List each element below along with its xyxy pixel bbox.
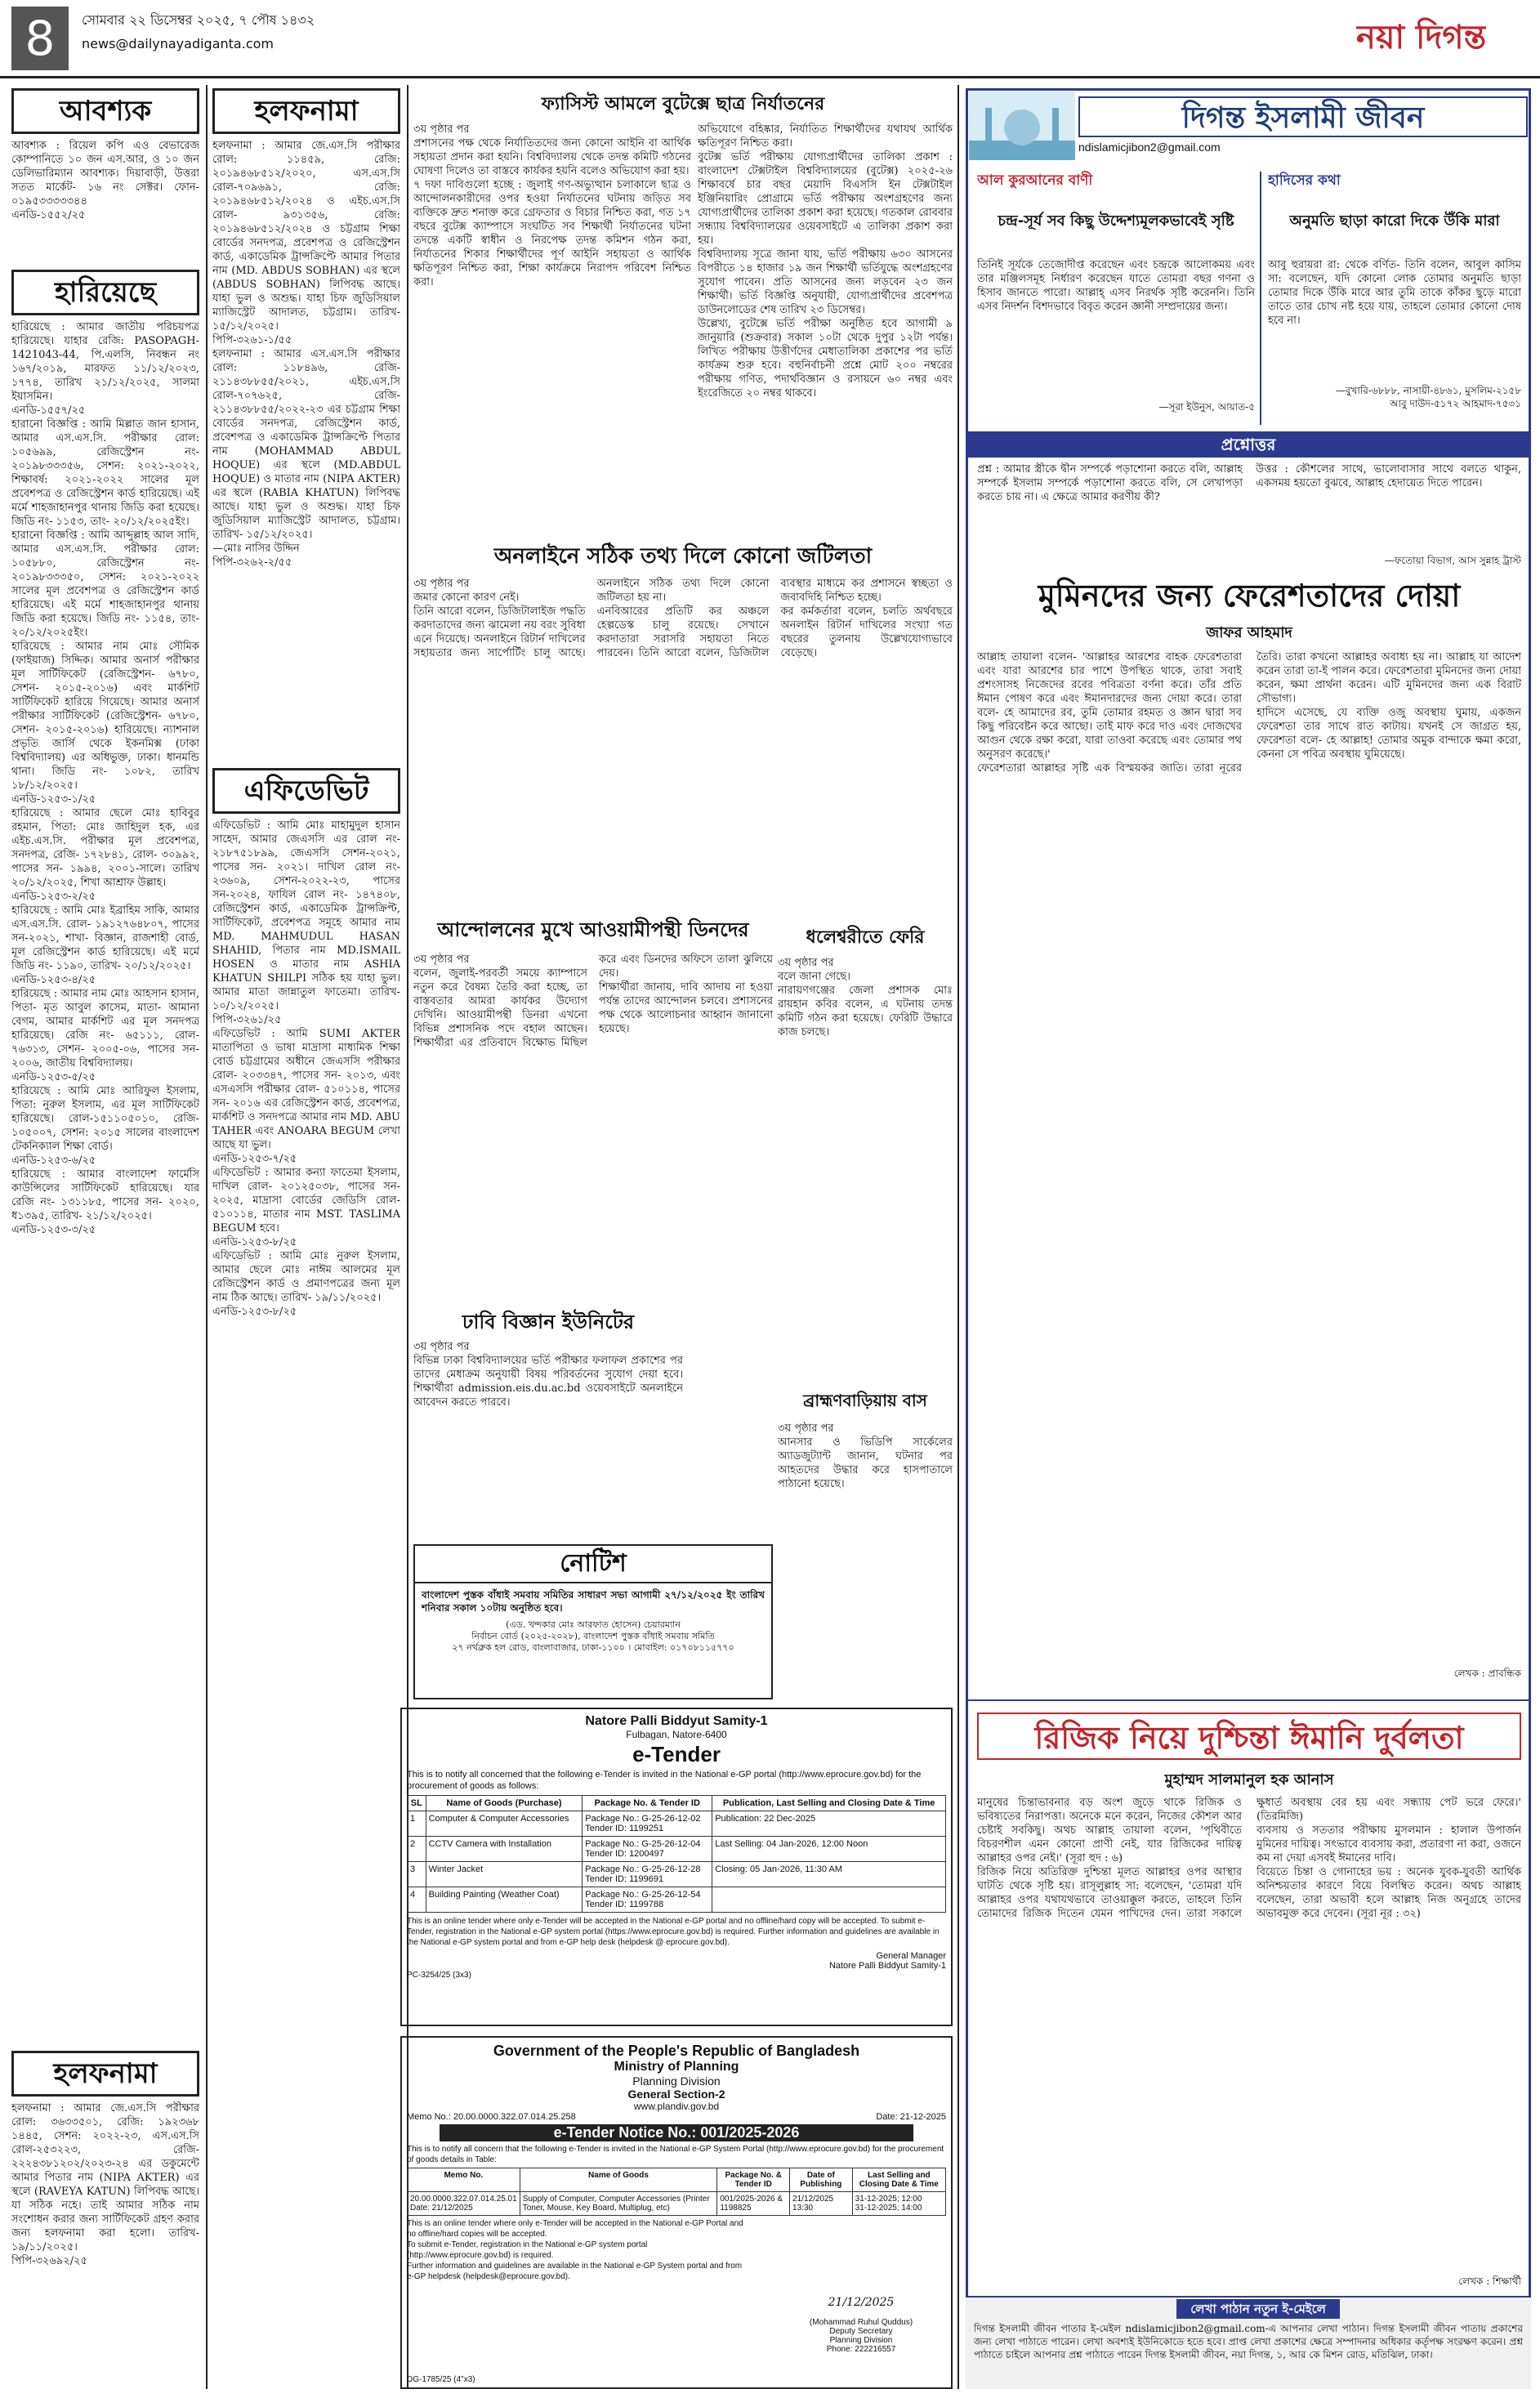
memo-number: Memo No.: 20.00.0000.322.07.014.25.258 (407, 2112, 576, 2122)
rizq-article-text: মানুষের চিন্তাভাবনার বড় অংশ জুড়ে থাকে রিজিক ও ভবিষ্যতের নিরাপত্তা। অনেকে মনে করেন, নিজের কৌশল আর চেষ্টাই সবকিছু। অথচ আল্লাহ তায়ালা বলেন, 'পৃথিবীতে বিচরণশীল এমন কোনো প্রাণী নেই, যার রিজিকের দায়িত্ব আল্লাহর ওপর নেই।' (সূরা হুদ : ৬) রিজিক নিয়ে অতিরিক্ত দুশ্চিন্তা মূলত আল্লাহর ওপর আস্থার ঘাটতি থেকে সৃষ্টি হয়। রাসূলুল্লাহ সা: বলেছেন, 'তোমরা যদি আল্লাহর ওপর যথাযথভাবে তাওয়াক্কুল করতে, তাহলে তিনি তোমাদের রিজিক দিতেন যেমন পাখিদের দেন। তারা সকালে ক্ষুধার্ত অবস্থায় বের হয় এবং সন্ধ্যায় পেট ভরে ফেরে।' (তিরমিজি) ব্যবসায় ও সততার পরীক্ষায় মুসলমান : হালাল উপার্জন মুমিনের দায়িত্ব। সৎভাবে ব্যবসায় করা, প্রতারণা না করা, ওজনে কম না দেয়া এসবই ঈমানের দাবি। বিয়েতে চিন্তা ও গোনাহের ভয় : অনেক যুবক-যুবতী আর্থিক অনিশ্চয়তার কারণে বিয়ে বিলম্বিত করেন। অথচ আল্লাহ বলেছেন, তারা অভাবী হলে আল্লাহ নিজ অনুগ্রহে তাদের অভাবমুক্ত করে দেবেন। (সূরা নূর : ৩২) (977, 1797, 1521, 1920)
division-name: Planning Division (632, 2074, 721, 2088)
qa-text: প্রশ্ন : আমার স্ত্রীকে দ্বীন সম্পর্কে পড়াশোনা করতে বলি, আল্লাহ সম্পর্কে ইসলাম সম্পর্কে পড়াশোনা করতে বলি, সে লেখাপড়া করতে চায় না। এ ক্ষেত্রে আমার করণীয় কী? উত্তর : কৌশলের সাথে, ভালোবাসার সাথে বলতে থাকুন, একসময় হয়তো বুঝবে, আল্লাহ হেদায়েত দিতে পারেন। (977, 463, 1521, 503)
section-name: General Section-2 (627, 2088, 725, 2101)
etender-notice-ref: DG-1785/25 (4"x3) (407, 2375, 475, 2384)
table-row (408, 2192, 946, 2216)
table-row (408, 1811, 946, 1837)
ministry-url[interactable]: www.plandiv.gov.bd (633, 2101, 720, 2112)
notice-heading: নোটিশ (415, 1546, 771, 1583)
article-butex-headline: ফ্যাসিস্ট আমলে বুটেক্সে ছাত্র নির্যাতনের (541, 94, 825, 114)
mosque-icon (969, 92, 1075, 160)
angels-article-text: আল্লাহ তায়ালা বলেন- 'আল্লাহর আরশের বাহক ফেরেশতারা এবং যারা আরশের চার পাশে উপস্থিত থাকে, তারা সবাই প্রশংসাসহ নিজেদের রবের পবিত্রতা বর্ণনা করে। তাঁর প্রতি ঈমান পোষণ করে এবং ঈমানদারদের জন্য দোয়া করে। তারা বলে- হে আমাদের রব, তুমি তোমার রহমত ও জ্ঞান দ্বারা সব কিছু পরিবেষ্টন করে আছো। তাই মাফ করে দাও এবং দোজখের আগুন থেকে রক্ষা করো, যারা তাওবা করেছে এবং তোমার পথ অনুসরণ করেছে।' ফেরেশতারা আল্লাহর সৃষ্টি এক বিস্ময়কর জাতি। তারা নূরের তৈরি। তারা কখনো আল্লাহর অবাধ্য হয় না। আল্লাহ যা আদেশ করেন তারা তা-ই পালন করে। ফেরেশতারা মুমিনদের জন্য দোয়া করেন, ক্ষমা প্রার্থনা করেন। এটি মুমিনদের জন্য এক বিরাট সৌভাগ্য। হাদিসে এসেছে, যে ব্যক্তি ওজু অবস্থায় ঘুমায়, একজন ফেরেশতা তার সাথে রাত কাটায়। যখনই সে জাগ্রত হয়, ফেরেশতা বলে- হে আল্লাহ! তোমার অমুক বান্দাকে ক্ষমা করো, কেননা সে পবিত্র অবস্থায় ঘুমিয়েছে। (977, 651, 1521, 775)
article-dean-text: ৩য় পৃষ্ঠার পর বলেন, জুলাই-পরবর্তী সময়ে ক্যাম্পাসে নতুন করে বৈষম্য তৈরি করা হচ্ছে, তা বাস্তবতার আমরা কার্যকর উদ্যোগ দেখিনি। আওয়ামীপন্থী ডিনরা এখনো বিভিন্ন প্রশাসনিক পদে বহাল আছেন। শিক্ষার্থীরা এর প্রতিবাদে বিক্ষোভ মিছিল করে এবং ডিনদের অফিসে তালা ঝুলিয়ে দেয়। শিক্ষার্থীরা জানায়, দাবি আদায় না হওয়া পর্যন্ত তাদের আন্দোলন চলবে। প্রশাসনের পক্ষ থেকে আলোচনার আহ্বান জানানো হয়েছে। (413, 953, 773, 1049)
halafnama-heading: হলফনামা (212, 88, 400, 134)
column-divider (1260, 172, 1261, 425)
table-header-cell: Date of Publishing (790, 2168, 853, 2192)
notice-signature: (এড. খন্দকার মোঃ আরফাত হোসেন) চেয়ারম্যান নির্বাচন বোর্ড (২০২৫-২০২৮), বাংলাদেশ পুস্তক বাঁধাই সমবায় সমিতি ২৭ নর্থব্রুক হল রোড, বাংলাবাজার, ঢাকা-১১০০ । মোবাইল: ০১৭০৮১১৫৭৭০ (452, 1619, 734, 1653)
table-cell (712, 1887, 946, 1913)
hariyeche-heading: হারিয়েছে (11, 270, 199, 315)
angels-article-headline: মুমিনদের জন্য ফেরেশতাদের দোয়া (1038, 578, 1461, 614)
table-cell: Computer & Computer Accessories (426, 1811, 583, 1837)
section-rule (966, 1699, 1531, 1701)
table-row (408, 1862, 946, 1887)
signature-date: 21/12/2025 (828, 2296, 895, 2309)
article-ferry-text: ৩য় পৃষ্ঠার পর বলে জানা গেছে। নারায়ণগঞ্জের জেলা প্রশাসক মোঃ রায়হান কবির বলেন, এ ঘটনায় তদন্ত কমিটি গঠন করা হয়েছে। ফেরিটি উদ্ধারে কাজ চলছে। (778, 957, 953, 1038)
email-line: news@dailynayadiganta.com (82, 36, 274, 51)
table-cell: Last Selling: 04 Jan-2026, 12:00 Noon (712, 1837, 946, 1862)
table-cell: Winter Jacket (426, 1862, 583, 1887)
rizq-article-author: মুহাম্মদ সালমানুল হক আনাস (1164, 1771, 1334, 1788)
page-number: 8 (11, 7, 69, 70)
submission-text: দিগন্ত ইসলামী জীবন পাতার ই-মেইল ndislamicjibon2@gmail.com-এ আপনার লেখা পাঠান। দিগন্ত ইসলামী জীবন পাতায় প্রকাশের জন্য লেখা পাঠাতে পারেন। লেখা অবশ্যই ইউনিকোডে হতে হবে। প্রাপ্ত লেখা প্রকাশের ক্ষেত্রে সম্পাদনার অধিকার কর্তৃপক্ষ সংরক্ষণ করেন। প্রশ্ন পাঠাতে চাইলে আপনার প্রশ্ন পাঠাতে পারেন দিগন্ত ইসলামী জীবন, নয়া দিগন্ত, ১, আর কে মিশন রোড, মতিঝিল, ঢাকা। (974, 2323, 1523, 2360)
table-cell: 2 (408, 1837, 426, 1862)
article-online-text: ৩য় পৃষ্ঠার পর জমার কোনো কারণ নেই। তিনি আরো বলেন, ডিজিটালাইজ পদ্ধতি করদাতাদের জন্য ঝামেলা নয় বরং সুবিধা এনে দিয়েছে। অনলাইনে রিটার্ন দাখিলের সহায়তার জন্য সার্পোর্টিং চালু আছে। অনলাইনে সঠিক তথ্য দিলে কোনো জটিলতা হয় না। এনবিআরের প্রতিটি কর অঞ্চলে হেল্পডেস্ক চালু রয়েছে। সেখানে করদাতারা সরাসরি সহায়তা নিতে পারবেন। তিনি আরো বলেন, ডিজিটাল ব্যবস্থার মাধ্যমে কর প্রশাসনে স্বচ্ছতা ও জবাবদিহি নিশ্চিত হচ্ছে। কর কর্মকর্তারা বলেন, চলতি অর্থবছরে অনলাইন রিটার্ন দাখিলের সংখ্যা গত বছরের তুলনায় উল্লেখযোগ্যভাবে বেড়েছে। (413, 578, 953, 659)
table-cell: 001/2025-2026 & 1198825 (717, 2192, 790, 2216)
ministry-name: Ministry of Planning (614, 2060, 739, 2074)
article-ferry-headline: ধলেশ্বরীতে ফেরি (806, 927, 925, 948)
etender-footer: This is an online tender where only e-Tender will be accepted in the National e-GP portal and no offline/hard copy will be accepted. To submit e-Tender, registration in the National e-GP system portal (https://www.eprocure.gov.bd) is required. Further information and guidelines are available in the National e-GP system portal and from e-GP help desk (helpdesk @ eprocure.gov.bd). (407, 1917, 940, 1947)
table-header-cell: Name of Goods (Purchase) (426, 1796, 583, 1811)
table-header-cell: Last Selling and Closing Date & Time (852, 2168, 945, 2192)
article-dean-headline: আন্দোলনের মুখে আওয়ামীপন্থী ডিনদের (437, 918, 749, 941)
table-row (408, 1887, 946, 1913)
rizq-article-reference: লেখক : শিক্ষার্থী (1458, 2275, 1521, 2287)
etender-address: Fulbagan, Natore-6400 (626, 1729, 727, 1740)
hadith-headline: অনুমতি ছাড়া কারো দিকে উঁকি মারা (1289, 212, 1500, 230)
article-butex-continued: অভিযোগে বহিষ্কার, নির্যাতিত শিক্ষার্থীদের যথাযথ আর্থিক ক্ষতিপূরণ নিশ্চিত করা। বুটেক্স ভর্তি পরীক্ষায় যোগ্যপ্রার্থীদের তালিকা প্রকাশ : বাংলাদেশ টেক্সটাইল বিশ্ববিদ্যালয়ের (বুটেক্স) ২০২৫-২৬ শিক্ষাবর্ষে চার বছর মেয়াদি বিএসসি ইন টেক্সটাইল ইঞ্জিনিয়ারিং প্রোগ্রামে ভর্তি পরীক্ষায় অংশগ্রহণের জন্য যোগ্যপ্রার্থীদের তালিকা প্রকাশ করা হয়েছে। গতকাল রোববার সন্ধ্যায় বিশ্ববিদ্যালয়ের ওয়েবসাইটে এ তালিকা প্রকাশ করা হয়। বিশ্ববিদ্যালয় সূত্রে জানা যায়, ভর্তি পরীক্ষায় ৬৩০ আসনের বিপরীতে ১৪ হাজার ১৯ জন শিক্ষার্থী ভর্তিযুদ্ধে অংশগ্রহণের সুযোগ পাবেন। প্রতি আসনের জন্য লড়বেন ২৩ জন শিক্ষার্থী। ভর্তি বিজ্ঞপ্তি অনুযায়ী, যোগ্যপ্রার্থীদের প্রবেশপত্র ডাউনলোডের শেষ তারিখ ২৩ ডিসেম্বর। উল্লেখ্য, বুটেক্সে ভর্তি পরীক্ষা অনুষ্ঠিত হবে আগামী ৯ জানুয়ারি (শুক্রবার) সকাল ১০টা থেকে দুপুর ১২টা পর্যন্ত। লিখিত পরীক্ষায় উত্তীর্ণদের মেধাতালিকা প্রকাশের পর ভর্তি কার্যক্রম শুরু হবে। বহুনির্বাচনী প্রশ্নে মোট ২০০ নম্বরের পরীক্ষায় গণিত, পদার্থবিজ্ঞান ও রসায়নে ৬০ নম্বর এবং ইংরেজিতে ২০ নম্বর থাকবে। (698, 123, 953, 400)
table-cell: Closing: 05 Jan-2026, 11:30 AM (712, 1862, 946, 1887)
angels-article-reference: লেখক : প্রাবন্ধিক (1453, 1668, 1521, 1679)
table-cell: 20.00.0000.322.07.014.25.01 Date: 21/12/2025 (408, 2192, 520, 2216)
qa-reference: —ফতোয়া বিভাগ, আস সুন্নাহ ট্রাস্ট (1384, 555, 1521, 566)
table-cell: Building Painting (Weather Coat) (426, 1887, 583, 1913)
table-cell: 3 (408, 1862, 426, 1887)
table-cell: 31-12-2025; 12:00 31-12-2025; 14:00 (852, 2192, 945, 2216)
newspaper-logo: নয়া দিগন্ত (1356, 19, 1487, 56)
aboshyok-heading: আবশ্যক (11, 88, 199, 134)
column-divider (206, 85, 208, 2389)
article-online-headline: অনলাইনে সঠিক তথ্য দিলে কোনো জটিলতা (493, 544, 873, 569)
etender-signature: General Manager Natore Palli Biddyut Samity-1 (828, 1951, 946, 1971)
angels-article-author: জাফর আহমাদ (1206, 624, 1292, 641)
submission-heading: লেখা পাঠান নতুন ই-মেইলে (1176, 2299, 1340, 2319)
etender-intro: This is to notify all concerned that the following e-Tender is invited in the National e-GP portal (http://www.eprocure.gov.bd) for the procurement of goods as follows: (407, 1770, 922, 1791)
notice-text: বাংলাদেশ পুস্তক বাঁধাই সমবায় সমিতির সাধারণ সভা আগামী ২৭/১২/২০২৫ ইং তারিখ শনিবার সকাল ১০টায় অনুষ্ঠিত হবে। (422, 1589, 765, 1614)
etender-notice-footer: This is an online tender where only e-Tender will be accepted in the National e-GP Portal and no offline/hard copies will be accepted. To submit e-Tender, registration in the National e-GP system portal (http://www.eprocure.gov.bd) is required. Further information and guidelines are available in the National e-GP System portal and from e-GP helpdesk (helpdesk@eprocure.gov.bd). (407, 2219, 743, 2281)
table-cell: 1 (408, 1811, 426, 1837)
govt-name: Government of the People's Republic of Bangladesh (493, 2043, 860, 2059)
affidavit-heading: এফিডেভিট (212, 768, 400, 814)
column-divider (957, 85, 959, 2389)
date-line: সোমবার ২২ ডিসেম্বর ২০২৫, ৭ পৌষ ১৪৩২ (82, 12, 315, 28)
table-cell: Package No.: G-25-26-12-04 Tender ID: 1200497 (583, 1837, 712, 1862)
hariyeche-text: হারিয়েছে : আমার জাতীয় পরিচয়পত্র হারিয়েছে। যাহার রেজি: PASOPAGH-1421043-44, পি.এলসি, নিবন্ধন নং ১৬৭/২০১৯, মারফত ১১/১২/২০২৩, ১৭৭৪, তারিখ ২১/১২/২০২৫, সালমা ইয়াসমিন। এনডি-১৫৫৭/২৫ হারানো বিজ্ঞপ্তি : আমি মিল্লাত জান হাসান, আমার এস.এস.সি. পরীক্ষার রোল: ১০৫৬৯৯, রেজিস্ট্রেশন নং- ২০১৯৮৩৩৩৫৬, সেশন: ২০২১-২০২২, শিক্ষাবর্ষ: ২০২১-২০২২ সালের মূল প্রবেশপত্র ও রেজিস্ট্রেশন কার্ড হারিয়েছে। এই মর্মে শাহজাহানপুর থানায় জিডি করা হয়েছে। জিডি নং- ১১৫৩, তাং- ২০/১২/২০২৫ইং। হারানো বিজ্ঞপ্তি : আমি আব্দুল্লাহ আল সাদি, আমার এস.এস.সি. পরীক্ষার রোল: ১০৫৮৮০, রেজিস্ট্রেশন নং- ২০১৯৮৩৩৩৫০, সেশন: ২০২১-২০২২ সালের মূল প্রবেশপত্র ও রেজিস্ট্রেশন কার্ড হারিয়েছে। এই মর্মে শাহজাহানপুর থানায় জিডি করা হয়েছে। জিডি নং- ১১৫৪, তাং- ২০/১২/২০২৫ইং। হারিয়েছে : আমার নাম মোঃ সৌমিক (ফাইয়াজ) সিদ্দিক। আমার অনার্স পরীক্ষার মূল সার্টিফিকেট (রেজিস্ট্রেশন- ৬৭৮০, সেশন- ২০১৫-২০১৬) এবং মার্কশিট সার্টিফিকেট হারিয়ে গিয়েছে। আমার অনার্স পরীক্ষার সার্টিফিকেট (রেজিস্ট্রেশন- ৬৭৮০, সেশন- ২০১৫-২০১৬) হারিয়েছে। ন্যাশনাল প্রভৃতি জার্সি থেকে ইকনমিক্স (ঢাকা বিশ্ববিদ্যালয়) এর অধিভুক্ত, ঢাকা। ধানমন্ডি থানা। জিডি নং- ১০৮২, তারিখ ১৮/১২/২০২৫। এনডি-১২৫৩-১/২৫ হারিয়েছে : আমার ছেলে মোঃ হাবিবুর রহমান, পিতা: মোঃ জাহিদুল হক, এর এইচ.এস.সি. পরীক্ষার মূল প্রবেশপত্র, সনদপত্র, রেজি- ১৭২৮৪১, রোল- ৩০৯৯২, পাসের সন- ১৯৯৪, ২০০১-সালে। তারিখ ২০/১২/২০২৫, শিখা আশ্রাফ উল্লাহ। এনডি-১২৫৩-২/২৫ হারিয়েছে : আমি মোঃ ইব্রাহিম সাকি, আমার এস.এস.সি. রোল- ১৯১২৭৬৪৮০৭, পাসের সন-২০২১, শাখা- বিজ্ঞান, রাজশাহী বোর্ড, মূল রেজিস্ট্রেশন কার্ড হারিয়েছে। এই মর্মে জিডি নং- ১১৯০, তারিখ- ২০/১২/২০২৫। এনডি-১২৫৩-৪/২৫ হারিয়েছে : আমার নাম মোঃ আহসান হাসান, পিতা- মৃত আবুল কাসেম, মাতা- আমানা বেগম, আমার মার্কশিট এর মূল সনদপত্র হারিয়েছে। রেজি নং- ৬৫১১১, রোল- ৭৬৩১৩, সেশন- ২০০৫-০৬, পাসের সন- ২০০৬, জাতীয় বিশ্ববিদ্যালয়। এনডি-১২৫৩-৫/২৫ হারিয়েছে : আমি মোঃ আরিফুল ইসলাম, পিতা: নুরুল ইসলাম, এর মূল সার্টিফিকেট হারিয়েছে। রোল-১৫১১০৫০১০, রেজি- ১০৫০০৭, সেশন: ২০১৫ সালের বাংলাদেশ টেকনিক্যাল শিক্ষা বোর্ড। এনডি-১২৫৩-৬/২৫ হারিয়েছে : আমার বাংলাদেশ ফার্মেসি কাউন্সিলের সার্টিফিকেট হারিয়েছে। যার রেজি নং- ১৩১১৮৫, পাসের সন- ২০২০, ধ১৩৯৫, তারিখ- ২১/১২/২০২৫। এনডি-১২৫৩-৩/২৫ (11, 321, 199, 1236)
islamic-life-email: ndislamicjibon2@gmail.com (1078, 141, 1221, 154)
table-header-cell: Name of Goods (520, 2168, 717, 2192)
table-header-cell: Package No. & Tender ID (717, 2168, 790, 2192)
table-header-cell: Publication, Last Selling and Closing Date & Time (712, 1796, 946, 1811)
qa-heading: প্রশ্নোত্তর (966, 431, 1531, 458)
table-cell: Package No.: G-25-26-12-54 Tender ID: 1199788 (583, 1887, 712, 1913)
quran-heading: আল কুরআনের বাণী (977, 172, 1093, 189)
etender-notice-table (407, 2168, 946, 2216)
table-cell: Package No.: G-25-26-12-28 Tender ID: 1199691 (583, 1862, 712, 1887)
quran-text: তিনিই সূর্যকে তেজোদীপ্ত করেছেন এবং চন্দ্রকে আলোকময় এবং তার মঞ্জিলসমূহ নির্ধারণ করেছেন যাতে তোমরা বছর গণনা ও হিসাব জানতে পারো। আল্লাহ্ এসব নিরর্থক সৃষ্টি করেননি। তিনি এসব নিদর্শন বিশদভাবে বিবৃত করেন জ্ঞানী সম্প্রদায়ের জন্য। (977, 259, 1255, 313)
islamic-life-title: দিগন্ত ইসলামী জীবন (1078, 96, 1528, 137)
hadith-text: আবু হুরায়রা রা: থেকে বর্ণিত- তিনি বলেন, আবুল কাসিম সা: বলেছেন, যদি কোনো লোক তোমার অনুমতি ছাড়া তোমার দিকে উঁকি মারে আর তুমি তাকে কাঁকর ছুড়ে মারো তাতে তার চোখ নষ্ট হয়ে যায়, তাহলে তোমার কোনো দোষ হবে না। (1268, 259, 1521, 327)
table-header-cell: SL (408, 1796, 426, 1811)
etender-notice-title: e-Tender Notice No.: 001/2025-2026 (440, 2124, 913, 2141)
etender-natore (400, 1708, 953, 2026)
article-bus-text: ৩য় পৃষ্ঠার পর আনসার ও ভিডিপি সার্কেলের অ্যাডজুট্যান্ট জানান, ঘটনার পর আহতদের উদ্ধার করে হাসপাতালে পাঠানো হয়েছে। (778, 1422, 953, 1490)
table-cell: Package No.: G-25-26-12-02 Tender ID: 1199251 (583, 1811, 712, 1837)
hadith-heading: হাদিসের কথা (1268, 172, 1341, 189)
etender-title: e-Tender (632, 1742, 721, 1766)
signatory: (Mohammad Ruhul Quddus) Deputy Secretary Planning Division Phone: 222216557 (809, 2318, 913, 2354)
table-header-cell: Memo No. (408, 2168, 520, 2192)
table-cell: 21/12/2025 13:30 (790, 2192, 853, 2216)
halafnama-left-text: হলফনামা : আমার জে.এস.সি পরীক্ষার রোল: ৩৬৩৩৫০১, রেজি: ১৯২৩৬৮ ১৪৪৫, সেশন: ২০২২-২৩, এস.এস.সি রোল-২৫৩২২৩, রেজি- ২২২৪৩৮১২০২/২০২৩-২৪ এর ডকুমেন্টে আমার পিতার নাম (NIPA AKTER) এর স্থলে (RAVEYA KATUN) লিপিবদ্ধ আছে। যা সঠিক নহে। তাই আমার সঠিক নাম সংশোধন করার জন্য সার্টিফিকেট গ্রহণ করার জন্য হলফনামা করা হলো। তারিখ- ১৯/১১/২০২৫। পিপি-৩২৬৯২/২৫ (11, 2102, 199, 2267)
table-cell: CCTV Camera with Installation (426, 1837, 583, 1862)
article-butex-text: ৩য় পৃষ্ঠার পর প্রশাসনের পক্ষ থেকে নির্যাতিতদের জন্য কোনো আইনি বা আর্থিক সহায়তা প্রদান করা হয়নি। বিশ্ববিদ্যালয় থেকে তদন্ত কমিটি গঠনের ঘোষণা দিলেও তা বাস্তবে কার্যকর হয়নি বলেও অভিযোগ করা হয়। ৭ দফা দাবিগুলো হচ্ছে : জুলাই গণ-অভ্যুত্থান চলাকালে ছাত্র ও আন্দোলনকারীদের ওপর হওয়া নির্যাতনের ঘটনায় জড়িত সব ব্যক্তিকে দ্রুত শনাক্ত করে গ্রেফতার ও বিচার নিশ্চিত করা, গত ১৭ বছরে বুটেক্স ক্যাম্পাসে সংঘটিত সব শিক্ষার্থী নির্যাতনের ঘটনা তদন্তে একটি স্বাধীন ও নিরপেক্ষ তদন্ত কমিশন গঠন করা, নির্যাতনের শিকার শিক্ষার্থীদের পূর্ণ আইনি সহায়তা ও আর্থিক ক্ষতিপূরণ নিশ্চিত করা, শিক্ষা কার্যক্রমে নিরাপদ পরিবেশ নিশ্চিত করা। (413, 123, 691, 288)
article-du-text: ৩য় পৃষ্ঠার পর বিভিন্ন ঢাকা বিশ্ববিদ্যালয়ের ভর্তি পরীক্ষার ফলাফল প্রকাশের পর তাদের মেধাক্রম অনুযায়ী বিষয় পরিবর্তনের সুযোগ দেয়া হবে। শিক্ষার্থীরা admission.eis.du.ac.bd ওয়েবসাইটে অনলাইনে আবেদন করতে পারবে। (413, 1341, 683, 1409)
aboshyok-text: আবশ্যক : রিয়েল কপি এও বেভারেজ কোম্পানিতে ১০ জন এস.আর, ও ১০ জন ডেলিভারিম্যান আবশ্যক। দিয়াবাড়ী, উত্তরা সতত মার্কেট- ১৬ নং সেক্টর। ফোন- ০১৯৫৩৩৩৩৩৪৪ এনডি-১৫৫২/২৫ (11, 140, 199, 221)
memo-date: Date: 21-12-2025 (876, 2112, 946, 2122)
table-header-cell: Package No. & Tender ID (583, 1796, 712, 1811)
etender-table (407, 1795, 946, 1913)
etender-notice-intro: This is to notify all concern that the following e-Tender is invited in the National e-GP System Portal (http://www.eprocure.gov.bd) for the procurement of goods details in Table: (407, 2145, 944, 2164)
etender-org: Natore Palli Biddyut Samity-1 (585, 1714, 768, 1728)
halafnama-text: হলফনামা : আমার জে.এস.সি পরীক্ষার রোল: ১১৪৫৯, রেজি: ২০১৯৪৬৮৫১২/২০২০, এস.এস.সি রোল-৭০৯৬৯১, রেজি: ২০১৯৪৬৮৫১২/২০২৪ ও এইচ.এস.সি রোল- ৯৩১৩৫৬, রেজি: ২০১৯৪৬৮৫১২/২০২৪ ও চট্টগ্রাম শিক্ষা বোর্ডের সনদপত্র, প্রবেশপত্র ও রেজিস্ট্রেশন কার্ড, একাডেমিক ট্রান্সক্রিপ্টে আমার পিতার নাম (MD. ABDUS SOBHAN) এর স্থলে (ABDUS SOBHAN) লিপিবদ্ধ আছে। যাহা ভুল ও অশুদ্ধ। যাহা চিফ জুডিসিয়াল ম্যাজিস্ট্রেট আদালত, চট্টগ্রাম। তারিখ- ১৫/১২/২০২৫। পিপি-৩২৬১-১/৫৫ হলফনামা : আমার এস.এস.সি পরীক্ষার রোল: ১১৮৪৯৬, রেজি- ২১১৪৩৮৮৫৫/২০২১, এইচ.এস.সি রোল-৭০৭৬২৫, রেজি- ২১১৪৩৮৮৫৫/২০২২-২৩ এর চট্টগ্রাম শিক্ষা বোর্ডের সনদপত্র, রেজিস্ট্রেশন কার্ড, প্রবেশপত্র ও একাডেমিক ট্রান্সক্রিপ্টে পিতার নাম (MOHAMMAD ABDUL HOQUE) এর স্থলে (MD.ABDUL HOQUE) ও মাতার নাম (NIPA AKTER) এর স্থলে (RABIA KHATUN) লিপিবদ্ধ আছে। যাহা ভুল ও অশুদ্ধ। যাহা চিফ জুডিসিয়াল ম্যাজিস্ট্রেট আদালত, চট্টগ্রাম। তারিখ- ১৫/১২/২০২৫। —মোঃ নাসির উদ্দিন পিপি-৩২৬২-২/৫৫ (212, 140, 400, 569)
table-row (408, 1837, 946, 1862)
hadith-reference: —বুখারি-৬৮৮৮, নাসায়ী-৪৮৬১, মুসলিম-২১৫৮ আবু দাউদ-৫১৭২ আহমাদ-৭৫৩১ (1335, 385, 1521, 409)
table-cell: Supply of Computer, Computer Accessories (Printer Toner, Mouse, Key Board, Multiplug, etc) (520, 2192, 717, 2216)
quran-reference: —সূরা ইউনুস, আয়াত-৫ (1158, 401, 1255, 413)
rizq-article-headline: রিজিক নিয়ে দুশ্চিন্তা ঈমানি দুর্বলতা (977, 1713, 1521, 1760)
halafnama-left-heading: হলফনামা (11, 2051, 199, 2097)
article-du-headline: ঢাবি বিজ্ঞান ইউনিটের (462, 1311, 635, 1333)
etender-ref: PC-3254/25 (3x3) (407, 1971, 471, 1980)
notice-box (413, 1544, 773, 1699)
table-cell: 4 (408, 1887, 426, 1913)
affidavit-text: এফিডেভিট : আমি মোঃ মাহামুদুল হাসান সাহেদ, আমার জেএসসি এর রোল নং- ২১৮৭৫১৮৯৯, জেএসসি সেশন-২০২১, পাসের সন- ২০২১। দাখিল রোল নং- ২৩৬০৯, সেশন-২০২২-২৩, পাসের সন-২০২৪, ফাযিল রোল নং- ১৪৭৪০৮, রেজিস্ট্রেশন কার্ড, একাডেমিক ট্রান্সক্রিপ্ট, সার্টিফিকেট, প্রবেশপত্র সমূহে আমার নাম MD. MAHMUDUL HASAN SHAHID, পিতার নাম MD.ISMAIL HOSEN ও মাতার নাম ASHIA KHATUN SHILPI সঠিক হয় যাহা ভুল। আমার মাতা জান্নাতুল ফাতেমা। তারিখ- ১০/১২/২০২৫। পিপি-৩২৬১/২৫ এফিডেভিট : আমি SUMI AKTER মাতাপিতা ও ভাষা মাদ্রাসা মাধ্যমিক শিক্ষা বোর্ড চট্টগ্রামের অধীনে জেএসসি পরীক্ষার রোল- ২০৩৩৪৭, পাসের সন- ২০১৩, এবং এসএসসি পরীক্ষার রোল- ৫১০১১৪, পাসের সন- ২০১৬ এর রেজিস্ট্রেশন কার্ড, প্রবেশপত্র, মার্কশিট ও সনদপত্রে আমার নাম MD. ABU TAHER এবং ANOARA BEGUM লেখা আছে যা ভুল। এনডি-১২৫৩-৭/২৫ এফিডেভিট : আমার কন্যা ফাতেমা ইসলাম, দাখিল রোল- ২০১২৫০৩৮, পাসের সন- ২০২৫, মাদ্রাসা বোর্ডের জেডিসি রোল- ৫১০১১৪, মাতার নাম MST. TASLIMA BEGUM হবে। এনডি-১২৫৩-৮/২৫ এফিডেভিট : আমি মোঃ নুরুল ইসলাম, আমার ছেলে মোঃ নাঈম আলমের মূল রেজিস্ট্রেশন কার্ড ও প্রমাণপত্রের জন্য মূল নাম ঠিক আছে। তারিখ- ১৯/১১/২০২৫। এনডি-১২৫৩-৮/২৫ (212, 819, 400, 1318)
etender-planning (400, 2036, 953, 2389)
quran-headline: চন্দ্র-সূর্য সব কিছু উদ্দেশ্যমূলকভাবেই সৃষ্টি (998, 212, 1234, 230)
article-bus-headline: ব্রাহ্মণবাড়িয়ায় বাস (803, 1391, 927, 1410)
table-cell: Publication: 22 Dec-2025 (712, 1811, 946, 1837)
